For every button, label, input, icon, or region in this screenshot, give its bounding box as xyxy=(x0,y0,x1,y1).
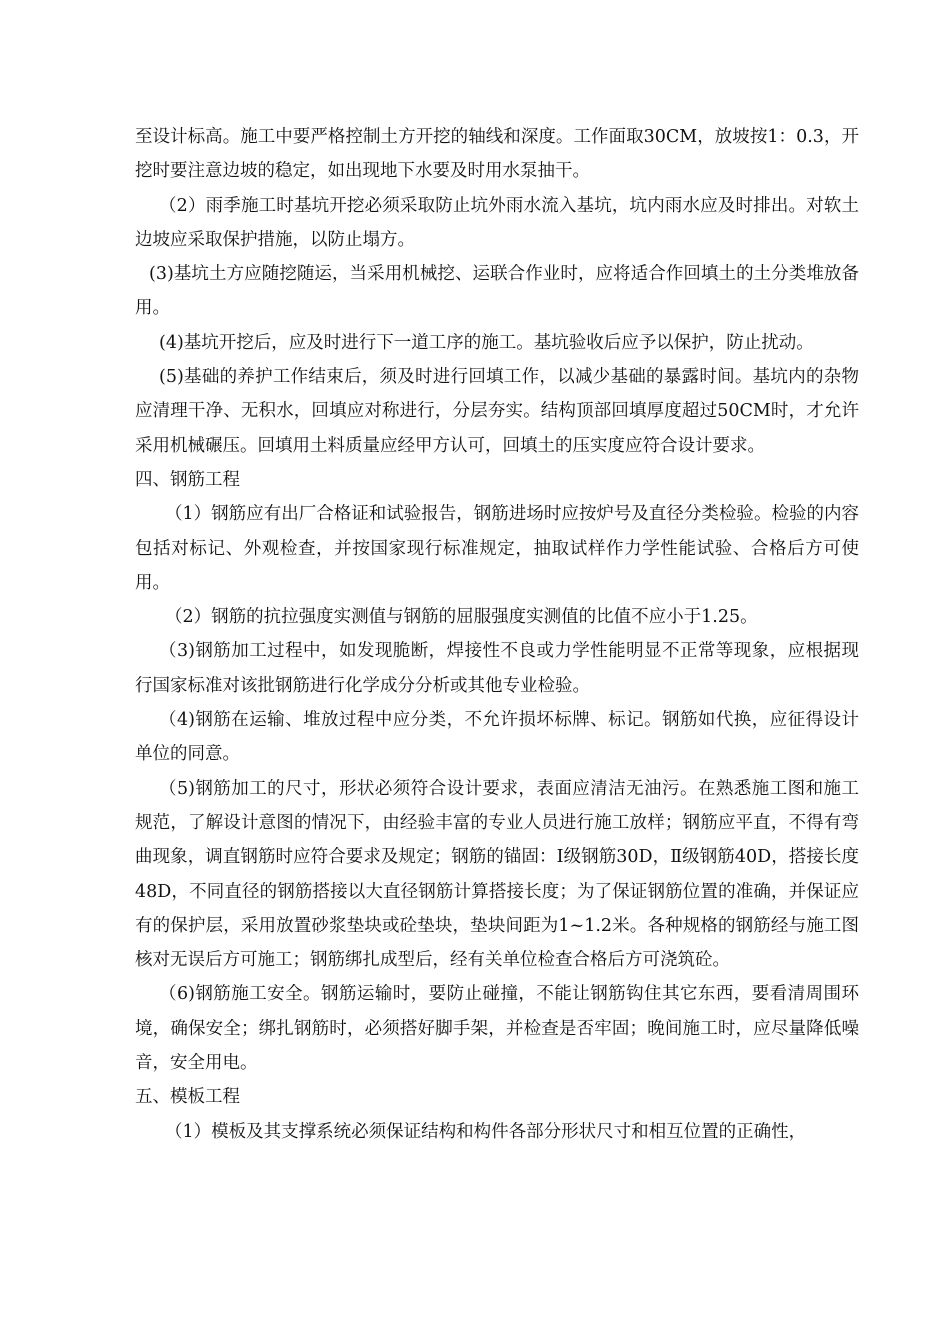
paragraph-excavation-continued: 至设计标高。施工中要严格控制土方开挖的轴线和深度。工作面取30CM，放坡按1：0.3，开挖时要注意边坡的稳定，如出现地下水要及时用水泵抽干。 xyxy=(135,127,859,182)
paragraph-backfill: (5)基础的养护工作结束后，须及时进行回填工作，以减少基础的暴露时间。基坑内的杂物应清理干净、无积水，回填应对称进行，分层夯实。结构顶部回填厚度超过50CM时，才允许采用机械碾压。回填用土料质量应经甲方认可，回填土的压实度应符合设计要求。 xyxy=(135,367,859,456)
paragraph-rainy-season: （2）雨季施工时基坑开挖必须采取防止坑外雨水流入基坑，坑内雨水应及时排出。对软土边坡应采取保护措施，以防止塌方。 xyxy=(135,195,859,250)
document-body xyxy=(135,120,859,1149)
section-heading-formwork: 五、模板工程 xyxy=(135,1087,240,1108)
paragraph-rebar-dimensions: （5)钢筋加工的尺寸，形状必须符合设计要求，表面应清洁无油污。在熟悉施工图和施工规范，了解设计意图的情况下，由经验丰富的专业人员进行施工放样；钢筋应平直，不得有弯曲现象，调直钢筋时应符合要求及规定；钢筋的锚固：Ⅰ级钢筋30D，Ⅱ级钢筋40D，搭接长度48D，不同直径的钢筋搭接以大直径钢筋计算搭接长度；为了保证钢筋位置的准确，并保证应有的保护层，采用放置砂浆垫块或砼垫块，垫块间距为1~1.2米。各种规格的钢筋经与施工图核对无误后方可施工；钢筋绑扎成型后，经有关单位检查合格后方可浇筑砼。 xyxy=(135,778,859,971)
paragraph-rebar-certificate: （1）钢筋应有出厂合格证和试验报告，钢筋进场时应按炉号及直径分类检验。检验的内容包括对标记、外观检查，并按国家现行标准规定，抽取试样作力学性能试验、合格后方可使用。 xyxy=(135,504,859,593)
paragraph-rebar-storage: （4)钢筋在运输、堆放过程中应分类，不允许损坏标牌、标记。钢筋如代换，应征得设计单位的同意。 xyxy=(135,710,859,765)
paragraph-rebar-processing: （3)钢筋加工过程中，如发现脆断，焊接性不良或力学性能明显不正常等现象，应根据现行国家标准对该批钢筋进行化学成分分析或其他专业检验。 xyxy=(135,641,859,696)
paragraph-rebar-safety: （6)钢筋施工安全。钢筋运输时，要防止碰撞，不能让钢筋钩住其它东西，要看清周围环境，确保安全；绑扎钢筋时，必须搭好脚手架，并检查是否牢固；晚间施工时，应尽量降低噪音，安全用电。 xyxy=(135,984,859,1074)
paragraph-rebar-strength: （2）钢筋的抗拉强度实测值与钢筋的屈服强度实测值的比值不应小于1.25。 xyxy=(165,607,758,628)
section-heading-rebar: 四、钢筋工程 xyxy=(135,469,240,490)
paragraph-earth-transport: (3)基坑土方应随挖随运，当采用机械挖、运联合作业时，应将适合作回填土的土分类堆放备用。 xyxy=(135,264,859,319)
paragraph-next-process: (4)基坑开挖后，应及时进行下一道工序的施工。基坑验收后应予以保护，防止扰动。 xyxy=(159,332,814,353)
paragraph-formwork-support: （1）模板及其支撑系统必须保证结构和构件各部分形状尺寸和相互位置的正确性， xyxy=(165,1121,807,1142)
